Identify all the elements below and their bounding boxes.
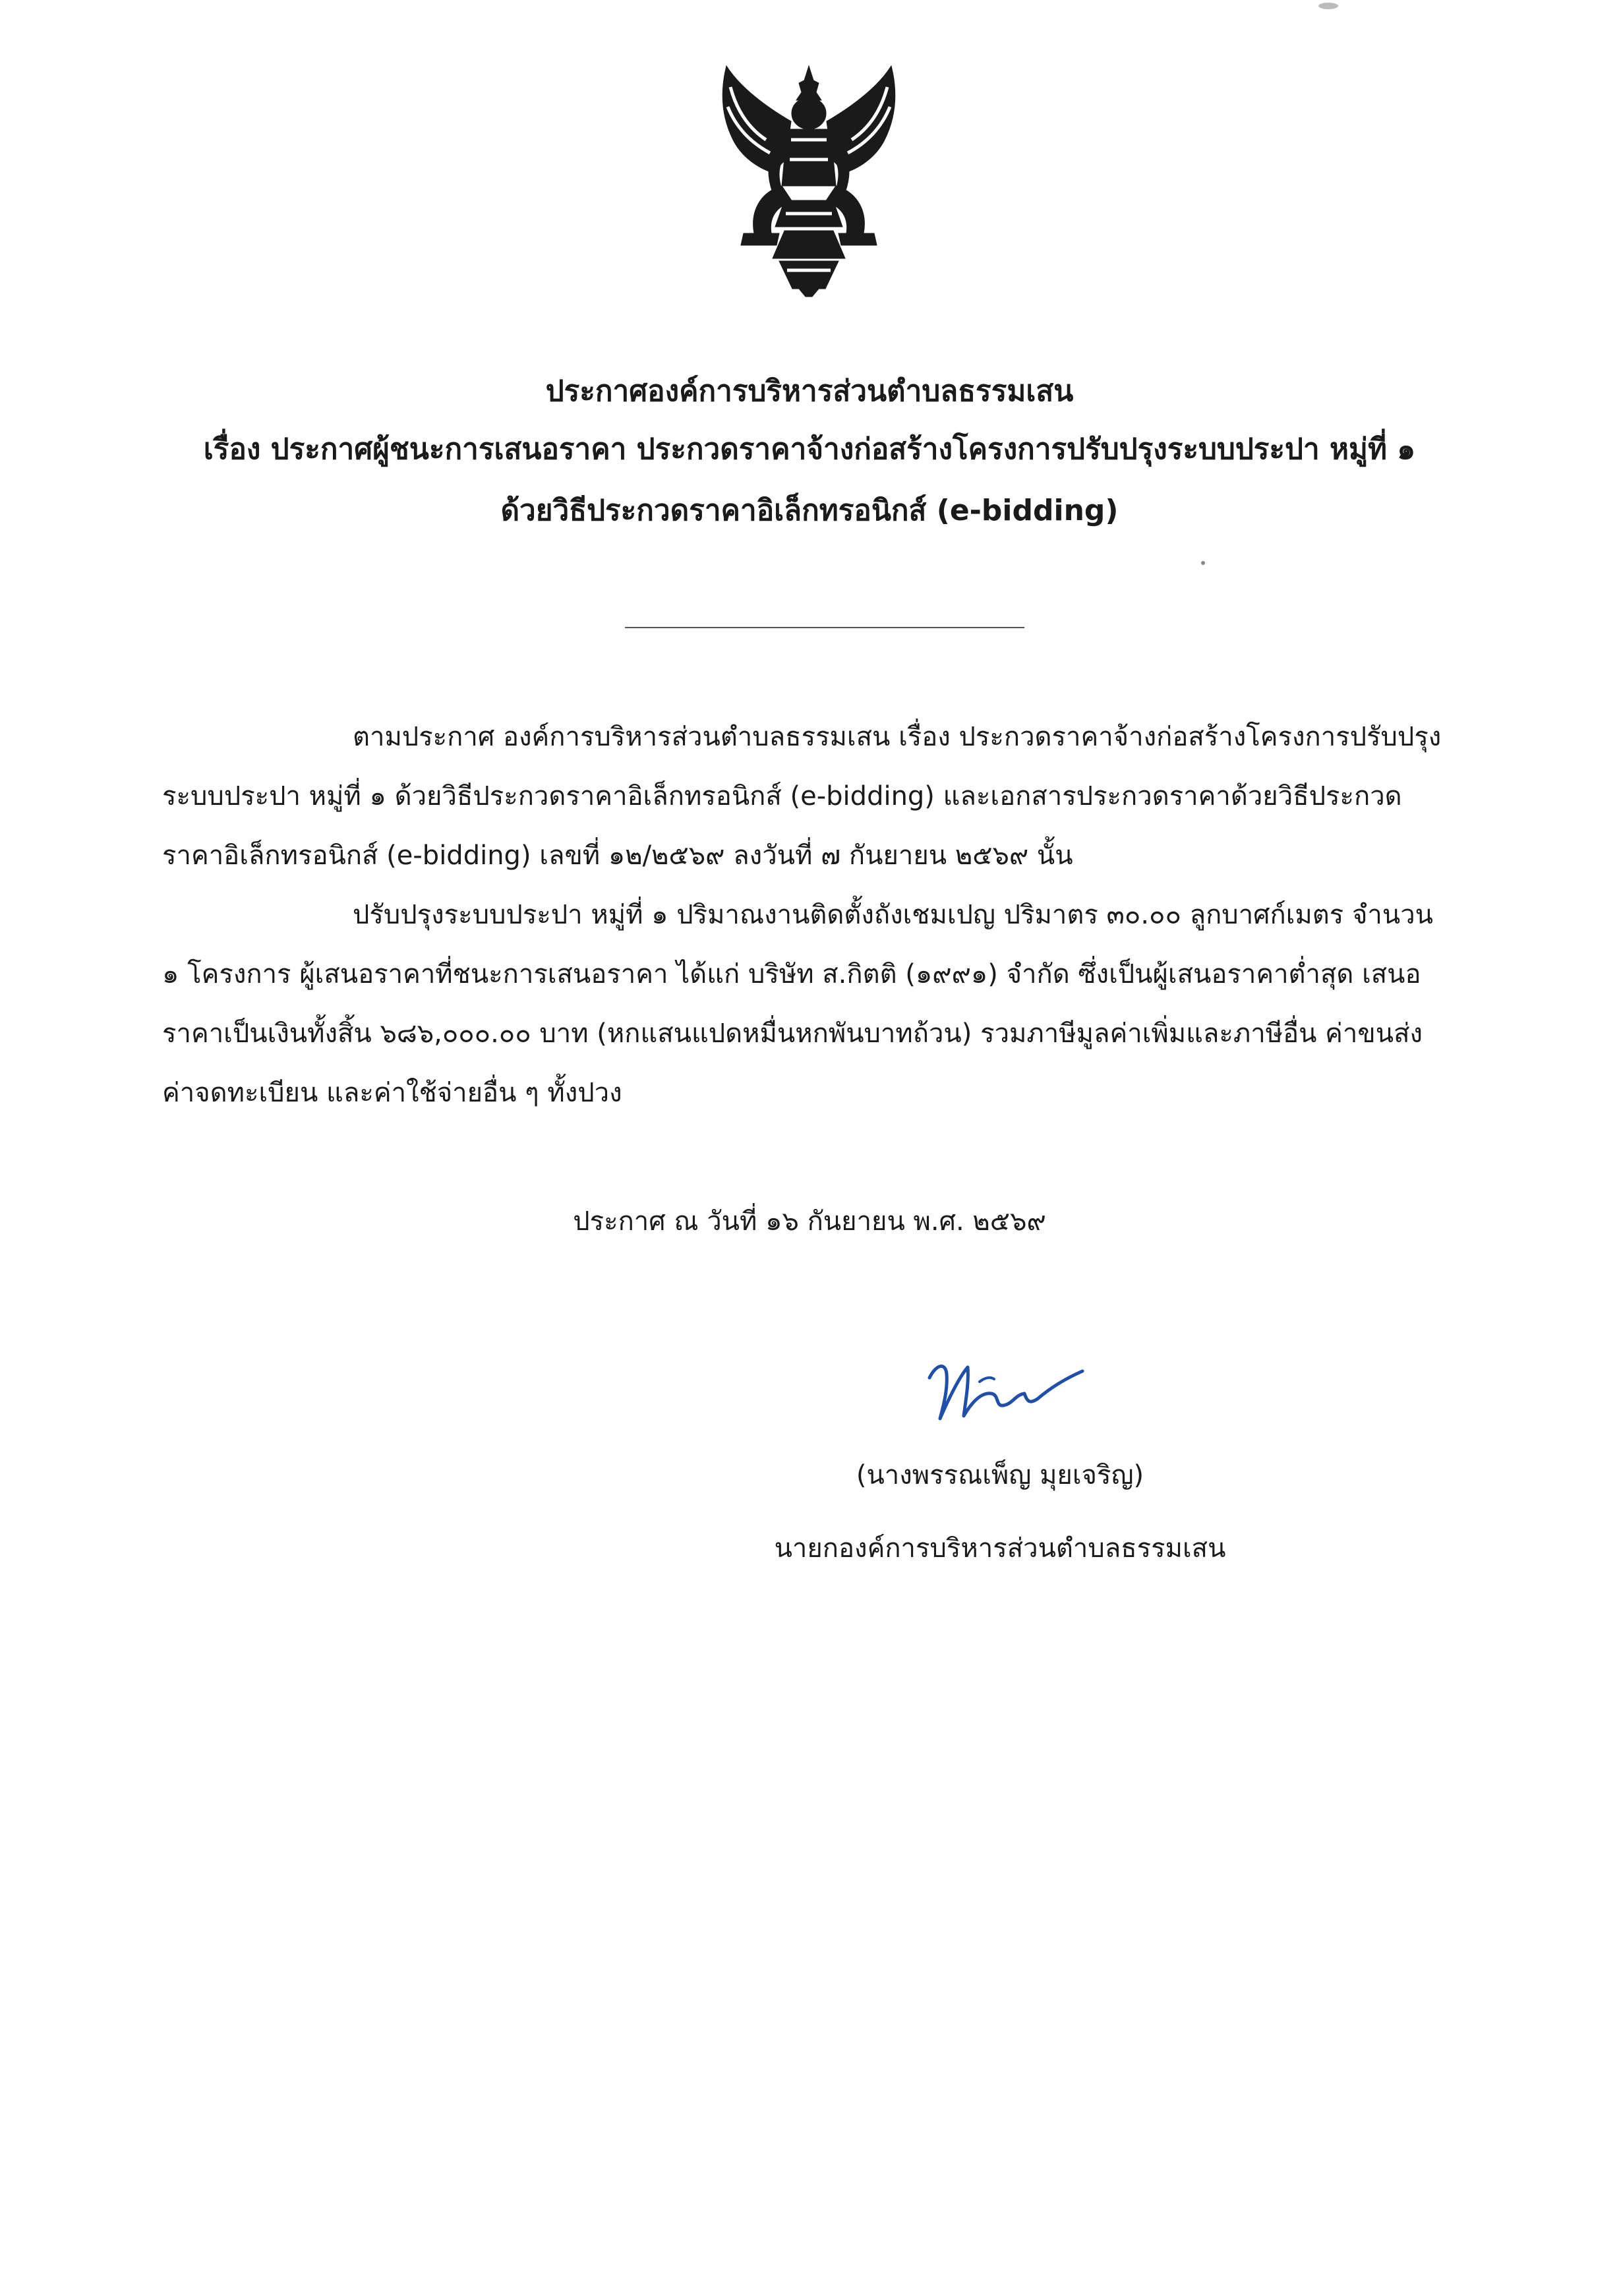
signer-name: (นางพรรณเพ็ญ มุยเจริญ) [856,1460,1144,1490]
scan-speck [1201,561,1205,565]
para2-line-3: ราคาเป็นเงินทั้งสิ้น ๖๘๖,๐๐๐.๐๐ บาท (หกแสนแปดหมื่นหกพันบาทถ้วน) รวมภาษีมูลค่าเพิ่มและภาษีอื่น ค่าขนส่ง [162,1018,1423,1049]
para2-line-1: ปรับปรุงระบบประปา หมู่ที่ ๑ ปริมาณงานติดตั้งถังเชมเปญ ปริมาตร ๓๐.๐๐ ลูกบาศก์เมตร จำนวน [353,900,1434,930]
title-line-2: เรื่อง ประกาศผู้ชนะการเสนอราคา ประกวดราคาจ้างก่อสร้างโครงการปรับปรุงระบบประปา หมู่ที่ ๑ [203,432,1416,466]
divider [625,627,1024,628]
garuda-emblem-icon [713,61,904,298]
para1-line-1: ตามประกาศ องค์การบริหารส่วนตำบลธรรมเสน เรื่อง ประกวดราคาจ้างก่อสร้างโครงการปรับปรุง [353,722,1442,752]
para2-line-4: ค่าจดทะเบียน และค่าใช้จ่ายอื่น ๆ ทั้งปวง [162,1078,622,1108]
scan-speck [1318,3,1338,9]
title-line-1: ประกาศองค์การบริหารส่วนตำบลธรรมเสน [545,374,1074,408]
para1-line-2: ระบบประปา หมู่ที่ ๑ ด้วยวิธีประกวดราคาอิเล็กทรอนิกส์ (e-bidding) และเอกสารประกวดราคาด้วยวิธีประกวด [162,781,1402,811]
handwritten-signature [916,1345,1094,1430]
announcement-date: ประกาศ ณ วันที่ ๑๖ กันยายน พ.ศ. ๒๕๖๙ [573,1206,1046,1237]
para2-line-2: ๑ โครงการ ผู้เสนอราคาที่ชนะการเสนอราคา ได้แก่ บริษัท ส.กิตติ (๑๙๙๑) จำกัด ซึ่งเป็นผู้เสนอราคาต่ำสุด เสนอ [162,959,1421,989]
signer-title: นายกองค์การบริหารส่วนตำบลธรรมเสน [774,1533,1226,1564]
para1-line-3: ราคาอิเล็กทรอนิกส์ (e-bidding) เลขที่ ๑๒/๒๕๖๙ ลงวันที่ ๗ กันยายน ๒๕๖๙ นั้น [162,840,1073,871]
title-line-3: ด้วยวิธีประกวดราคาอิเล็กทรอนิกส์ (e-bidding) [500,494,1119,527]
